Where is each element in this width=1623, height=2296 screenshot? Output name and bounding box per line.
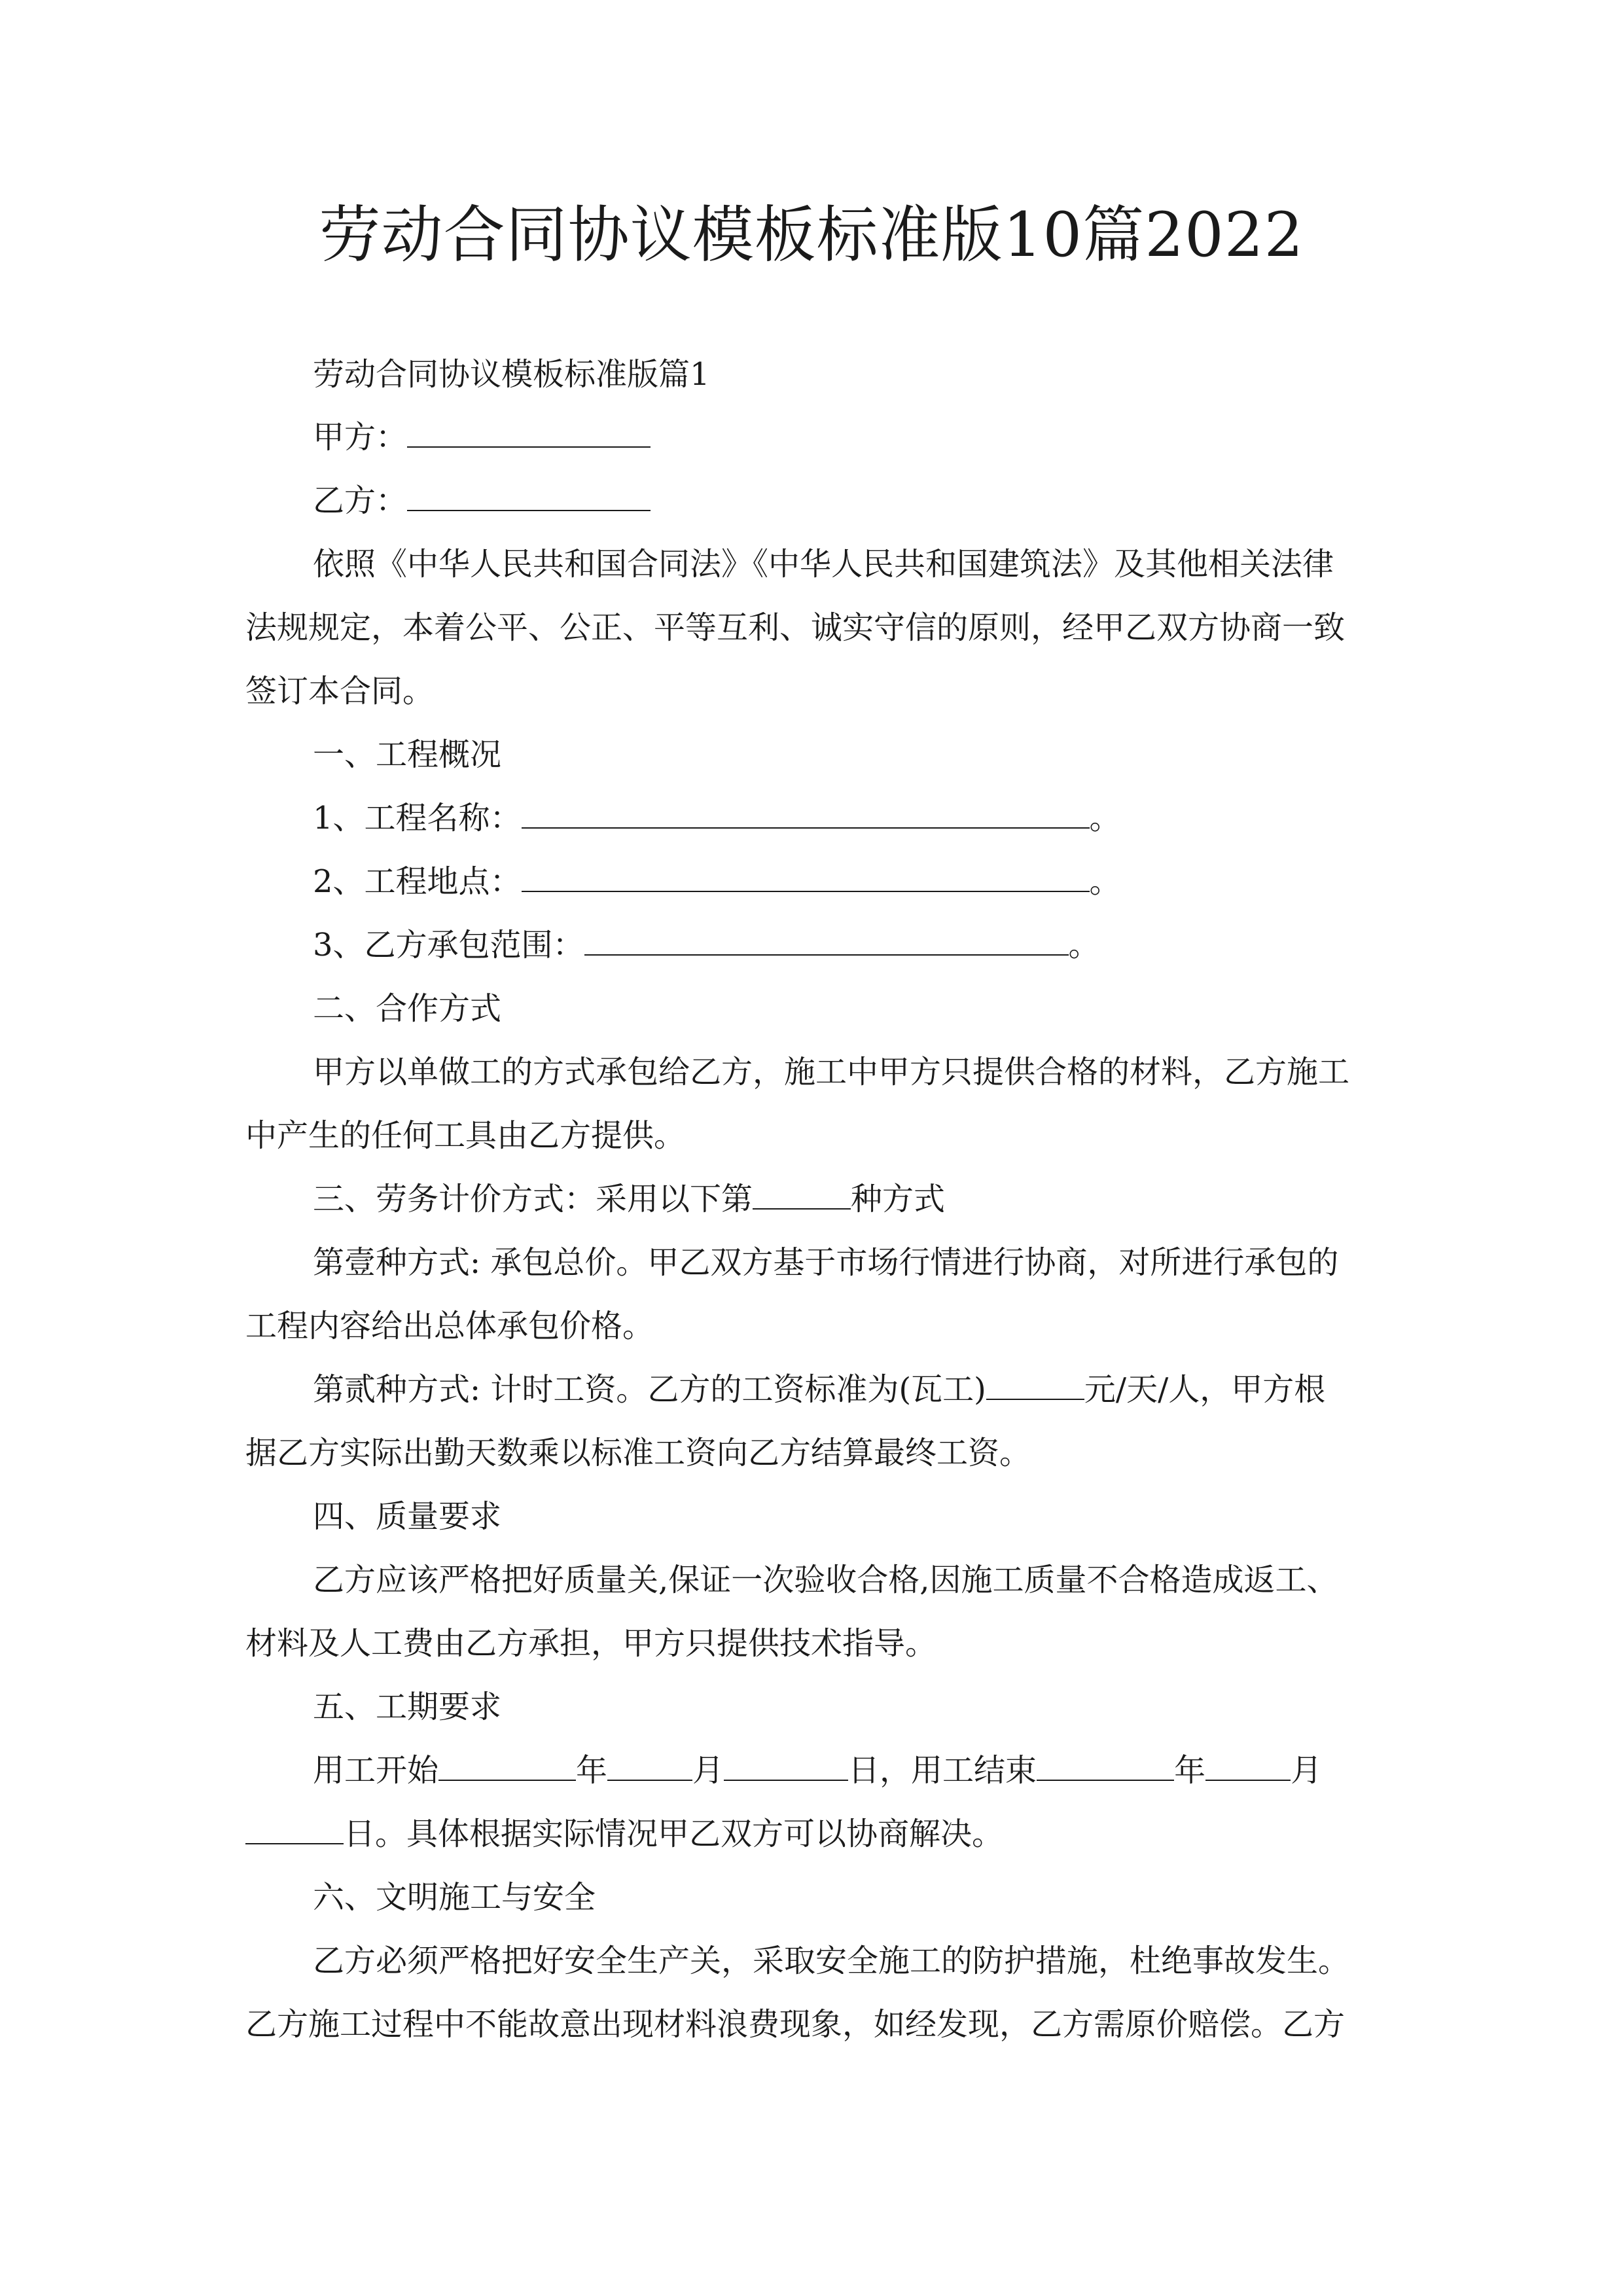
- method-2-line-1-pre: 第贰种方式: 计时工资。乙方的工资标准为(瓦工): [313, 1371, 986, 1408]
- project-location-line: [313, 861, 1465, 903]
- method-2-line-2: 据乙方实际出勤天数乘以标准工资向乙方结算最终工资。: [245, 1435, 1031, 1471]
- section-3-heading-pre: 三、劳务计价方式：采用以下第: [313, 1181, 753, 1217]
- project-location-blank: [522, 862, 1090, 892]
- section-2-line-2: 中产生的任何工具由乙方提供。: [245, 1117, 686, 1154]
- method-1-line-1: 第壹种方式: 承包总价。甲乙双方基于市场行情进行协商，对所进行承包的: [313, 1244, 1339, 1281]
- intro-line-1: 依照《中华人民共和国合同法》《中华人民共和国建筑法》及其他相关法律: [313, 546, 1334, 583]
- section-3-heading-post: 种方式: [851, 1181, 946, 1217]
- section-6-heading: 六、文明施工与安全: [313, 1879, 596, 1916]
- party-a-blank: [407, 418, 651, 448]
- party-b-label: 乙方：: [313, 482, 408, 519]
- section-5-line-1: [313, 1749, 1465, 1791]
- year-label: 年: [576, 1752, 608, 1789]
- project-location-label: 2、工程地点：: [313, 863, 522, 900]
- contract-scope-label: 3、乙方承包范围：: [313, 927, 584, 963]
- contract-scope-line: [313, 924, 1465, 966]
- section-5-line-2-post: 日。具体根据实际情况甲乙双方可以协商解决。: [344, 1816, 1004, 1852]
- year-label: 年: [1174, 1752, 1206, 1789]
- wage-blank: [986, 1370, 1084, 1400]
- method-1-line-2: 工程内容给出总体承包价格。: [245, 1308, 654, 1344]
- method-2-line-1: [313, 1369, 1465, 1410]
- method-choice-blank: [753, 1179, 851, 1210]
- party-a-line: [313, 416, 1465, 458]
- period: 。: [1089, 800, 1121, 836]
- month-label: 月: [692, 1752, 724, 1789]
- section-4-heading: 四、质量要求: [313, 1498, 502, 1535]
- section-3-heading: [313, 1178, 1465, 1220]
- start-day-blank: [724, 1751, 848, 1781]
- document-title: 劳动合同协议模板标准版10篇2022: [319, 200, 1304, 271]
- end-month-blank: [1205, 1751, 1291, 1781]
- end-day-blank: [245, 1814, 344, 1844]
- project-name-label: 1、工程名称：: [313, 800, 522, 836]
- contract-scope-blank: [584, 925, 1069, 956]
- section-6-line-1: 乙方必须严格把好安全生产关，采取安全施工的防护措施，杜绝事故发生。: [313, 1943, 1350, 1979]
- section-heading: 劳动合同协议模板标准版篇1: [313, 356, 710, 393]
- party-a-label: 甲方：: [313, 419, 408, 456]
- project-name-line: [313, 797, 1465, 839]
- party-b-blank: [407, 481, 651, 511]
- section-6-line-2: 乙方施工过程中不能故意出现材料浪费现象，如经发现，乙方需原价赔偿。乙方: [245, 2006, 1346, 2043]
- section-5-heading: 五、工期要求: [313, 1689, 502, 1725]
- section-2-heading: 二、合作方式: [313, 990, 502, 1027]
- section-1-heading: 一、工程概况: [313, 736, 502, 773]
- section-2-line-1: 甲方以单做工的方式承包给乙方，施工中甲方只提供合格的材料，乙方施工: [313, 1054, 1350, 1090]
- section-4-line-2: 材料及人工费由乙方承担，甲方只提供技术指导。: [245, 1625, 937, 1662]
- section-5-line-2: [245, 1813, 1397, 1855]
- period: 。: [1068, 927, 1100, 963]
- month-label: 月: [1291, 1752, 1323, 1789]
- end-year-blank: [1037, 1751, 1174, 1781]
- project-name-blank: [522, 798, 1090, 829]
- intro-line-2: 法规规定，本着公平、公正、平等互利、诚实守信的原则，经甲乙双方协商一致: [245, 609, 1346, 646]
- work-start-label: 用工开始: [313, 1752, 439, 1789]
- period: 。: [1089, 863, 1121, 900]
- work-end-label: 日，用工结束: [848, 1752, 1037, 1789]
- party-b-line: [313, 480, 1465, 522]
- method-2-line-1-post: 元/天/人，甲方根: [1084, 1371, 1326, 1408]
- intro-line-3: 签订本合同。: [245, 673, 435, 709]
- start-year-blank: [438, 1751, 576, 1781]
- section-4-line-1: 乙方应该严格把好质量关,保证一次验收合格,因施工质量不合格造成返工、: [313, 1562, 1338, 1598]
- start-month-blank: [607, 1751, 692, 1781]
